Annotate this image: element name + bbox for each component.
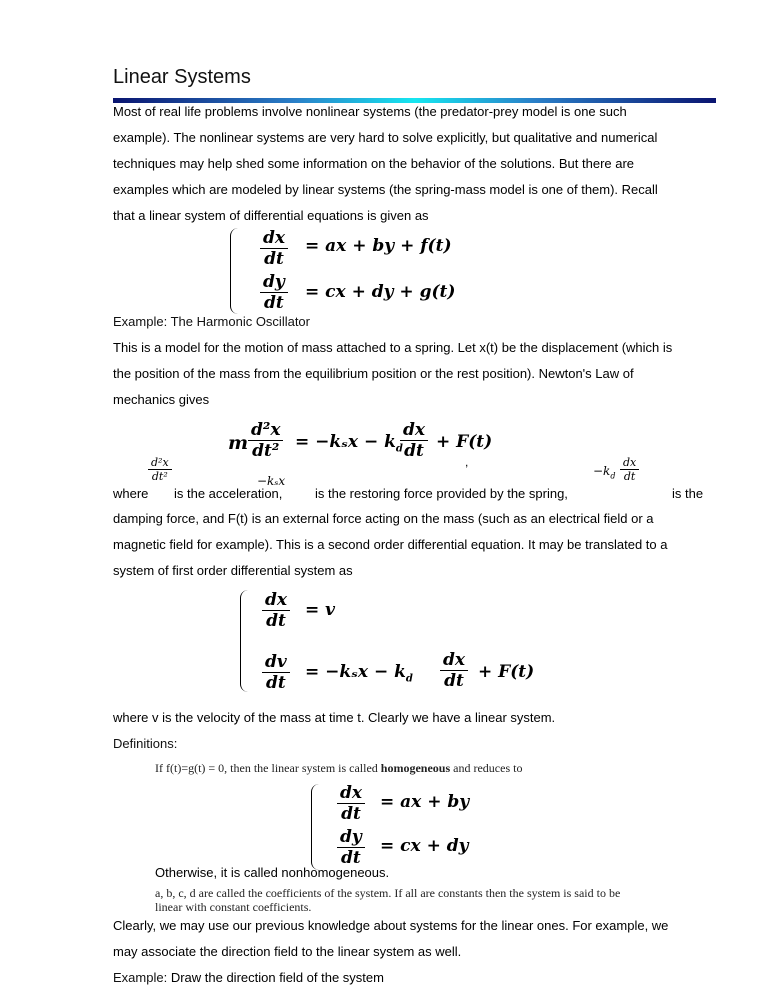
brace bbox=[240, 590, 251, 692]
fraction: $\frac{dv}{dt}$ bbox=[262, 652, 290, 693]
example-paragraph bbox=[113, 335, 672, 413]
homogeneous-text: If f(t)=g(t) = 0, then the linear system is called homogeneous and reduces to bbox=[155, 761, 523, 775]
coefficients-text bbox=[155, 886, 620, 914]
equation-rhs: + F(t) bbox=[478, 662, 535, 682]
fraction: $\frac{dx}{dt}$ bbox=[400, 420, 428, 461]
intro-paragraph bbox=[113, 99, 658, 229]
equation-rhs: = cx + dy + g(t) bbox=[305, 282, 456, 302]
text: is the acceleration, bbox=[174, 486, 283, 501]
fraction: $\frac{\text{d²x}}{\text{dt²}}$ bbox=[248, 420, 283, 461]
text-line: damping force, and F(t) is an external force acting on the mass (such as an electrical field or a bbox=[113, 511, 654, 526]
fraction: $\frac{dy}{dt}$ bbox=[337, 827, 365, 868]
text-line: that a linear system of differential equations is given as bbox=[113, 208, 429, 223]
text-line: a, b, c, d are called the coefficients of the system. If all are constants then the system is said to be bbox=[155, 886, 621, 900]
text-line: examples which are modeled by linear systems (the spring-mass model is one of them). Recall bbox=[113, 182, 658, 197]
equation-rhs: = cx + dy bbox=[380, 836, 469, 856]
text-line: linear with constant coefficients. bbox=[155, 900, 312, 914]
text-line: This is a model for the motion of mass attached to a spring. Let x(t) be the displacement (which is bbox=[113, 340, 673, 355]
example-heading: Example: The Harmonic Oscillator bbox=[113, 314, 310, 329]
text: is the restoring force provided by the spring, bbox=[315, 486, 568, 501]
text-line: magnetic field for example). This is a second order differential equation. It may be translated to a bbox=[113, 537, 668, 552]
equation-rhs: = $-k_sx - k_d$ bbox=[305, 662, 413, 685]
example-text: Draw the direction field of the system bbox=[167, 970, 384, 985]
fraction: $\frac{dx}{dt}$ bbox=[262, 590, 290, 631]
fraction: $\frac{dx}{dt}$ bbox=[260, 228, 288, 269]
math-inline: $-k_d$ bbox=[593, 464, 616, 481]
nonhomogeneous-text: Otherwise, it is called nonhomogeneous. bbox=[155, 865, 390, 880]
equation-rhs: = ax + by + f(t) bbox=[305, 236, 452, 256]
fraction: $\frac{dx}{dt}$ bbox=[620, 456, 639, 483]
text-line: mechanics gives bbox=[113, 392, 210, 407]
equation-rhs: = v bbox=[305, 600, 336, 620]
fraction: $\frac{\text{d²x}}{\text{dt²}}$ bbox=[148, 456, 172, 483]
equation-rhs: = $-k_sx - k_d$ bbox=[295, 432, 403, 455]
text: where bbox=[113, 486, 149, 501]
brace bbox=[230, 228, 241, 314]
equation-rhs: = ax + by bbox=[380, 792, 470, 812]
math-inline: −kₛx bbox=[257, 474, 286, 488]
text-line: example). The nonlinear systems are very hard to solve explicitly, but qualitative and numerical bbox=[113, 130, 658, 145]
comma: , bbox=[465, 455, 469, 469]
clearly-paragraph bbox=[113, 913, 668, 965]
fraction: $\frac{dy}{dt}$ bbox=[260, 272, 288, 313]
math-symbol: m bbox=[228, 432, 249, 454]
damping-paragraph bbox=[113, 506, 668, 584]
example-label: Example: bbox=[113, 970, 168, 985]
text-line: Most of real life problems involve nonlinear systems (the predator-prey model is one such bbox=[113, 104, 627, 119]
text-line: may associate the direction field to the linear system as well. bbox=[113, 944, 462, 959]
text-line: system of first order differential system as bbox=[113, 563, 353, 578]
text-line: Clearly, we may use our previous knowledge about systems for the linear ones. For example, we bbox=[113, 918, 669, 933]
text: is the bbox=[672, 486, 704, 501]
fraction: $\frac{dx}{dt}$ bbox=[440, 650, 468, 691]
text-line: the position of the mass from the equilibrium position or the rest position). Newton's Law of bbox=[113, 366, 634, 381]
definitions-heading: Definitions: bbox=[113, 736, 178, 751]
page-title: Linear Systems bbox=[113, 66, 251, 88]
equation-rhs: + F(t) bbox=[436, 432, 493, 452]
fraction: $\frac{dx}{dt}$ bbox=[337, 783, 365, 824]
brace bbox=[311, 784, 322, 870]
example-2 bbox=[113, 965, 384, 991]
velocity-text: where v is the velocity of the mass at time t. Clearly we have a linear system. bbox=[113, 710, 556, 725]
text-line: techniques may help shed some information on the behavior of the solutions. But there are bbox=[113, 156, 635, 171]
